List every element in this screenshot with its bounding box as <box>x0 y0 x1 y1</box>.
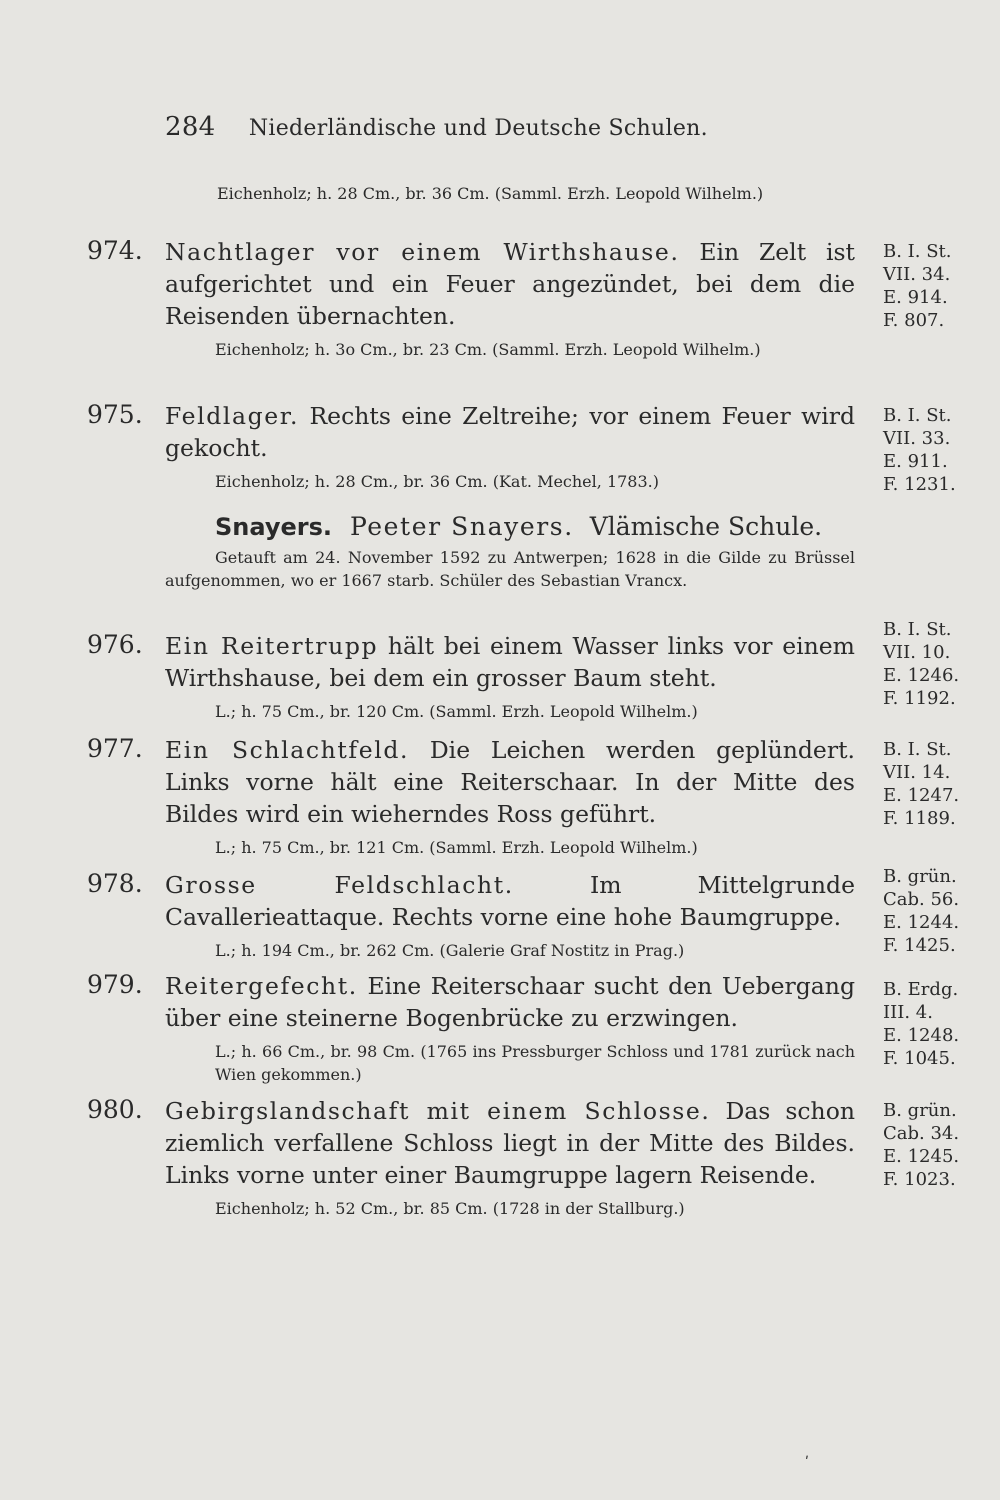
entry-text: Die Leichen werden geplündert. Links vorne hält eine Reiterschaar. In der Mitte des Bildes wird ein wieherndes Ross geführt. <box>165 736 855 828</box>
continuation-note: Eichenholz; h. 28 Cm., br. 36 Cm. (Samml. Erzh. Leopold Wilhelm.) <box>217 184 764 203</box>
entry-detail: L.; h. 75 Cm., br. 120 Cm. (Samml. Erzh. Leopold Wilhelm.) <box>215 702 698 721</box>
entry-refs <box>883 1099 1000 1191</box>
ref-e: E. 914. <box>883 287 948 308</box>
ref-e: E. 1245. <box>883 1146 960 1167</box>
ref-f: F. 1425. <box>883 935 956 956</box>
entry-description <box>165 734 855 830</box>
ref-room: III. 4. <box>883 1002 933 1023</box>
entry-title: Reitergefecht. <box>165 972 358 1000</box>
entry-refs <box>883 240 1000 332</box>
entry-detail: Eichenholz; h. 28 Cm., br. 36 Cm. (Kat. Mechel, 1783.) <box>215 472 659 491</box>
ref-room: VII. 14. <box>883 762 951 783</box>
entry-number: 974. <box>87 236 143 265</box>
catalog-entry-976 <box>87 619 960 723</box>
entry-refs <box>883 738 1000 830</box>
entry-refs <box>883 865 1000 957</box>
entry-detail: L.; h. 75 Cm., br. 121 Cm. (Samml. Erzh. Leopold Wilhelm.) <box>215 838 698 857</box>
ref-f: F. 1189. <box>883 808 956 829</box>
entry-text: Eine Reiterschaar sucht den Uebergang über eine steinerne Bogenbrücke zu erzwingen. <box>165 972 855 1032</box>
artist-name: Peeter Snayers. <box>349 512 574 541</box>
ref-location: B. I. St. <box>883 739 952 760</box>
entry-title: Grosse Feldschlacht. <box>165 871 514 899</box>
entry-title: Gebirgslandschaft mit einem Schlosse. <box>165 1097 711 1125</box>
ref-location: B. I. St. <box>883 619 952 640</box>
ref-e: E. 1246. <box>883 665 960 686</box>
entry-description <box>165 970 855 1034</box>
artist-school: Vlämische Schule. <box>589 512 823 541</box>
ref-room: VII. 10. <box>883 642 951 663</box>
ref-room: Cab. 56. <box>883 889 960 910</box>
entry-number: 976. <box>87 630 143 659</box>
catalog-entry-978 <box>87 866 960 962</box>
entry-number: 975. <box>87 400 143 429</box>
page-title: Niederländische und Deutsche Schulen. <box>248 116 708 141</box>
entry-text: Das schon ziemlich verfallene Schloss liegt in der Mitte des Bildes. Links vorne unter einer Baumgruppe lagern Reisende. <box>165 1097 855 1189</box>
entry-title: Ein Reitertrupp <box>165 632 379 660</box>
entry-text: hält bei einem Wasser links vor einem Wirthshause, bei dem ein grosser Baum steht. <box>165 632 855 692</box>
ref-e: E. 1244. <box>883 912 960 933</box>
artist-short: Snayers. <box>215 513 332 541</box>
entry-detail: Eichenholz; h. 52 Cm., br. 85 Cm. (1728 in der Stallburg.) <box>215 1199 685 1218</box>
ref-f: F. 1023. <box>883 1169 956 1190</box>
entry-text: Ein Zelt ist aufgerichtet und ein Feuer angezündet, bei dem die Reisenden übernachten. <box>165 238 855 330</box>
running-header <box>165 112 708 142</box>
page-number: 284 <box>165 112 216 142</box>
entry-number: 978. <box>87 869 143 898</box>
artist-bio: Getauft am 24. November 1592 zu Antwerpen; 1628 in die Gilde zu Brüssel aufgenommen, wo er 1667 starb. Schüler des Sebastian Vrancx. <box>165 548 855 590</box>
entry-title: Nachtlager vor einem Wirthshause. <box>165 238 680 266</box>
ref-e: E. 911. <box>883 451 948 472</box>
entry-refs <box>883 978 1000 1070</box>
ref-room: Cab. 34. <box>883 1123 960 1144</box>
stray-mark: ʹ <box>805 1455 809 1471</box>
ref-e: E. 1247. <box>883 785 960 806</box>
ref-location: B. grün. <box>883 1100 957 1121</box>
catalog-entry-975 <box>87 400 956 495</box>
ref-location: B. grün. <box>883 866 957 887</box>
ref-room: VII. 33. <box>883 428 951 449</box>
entry-refs <box>883 404 1000 496</box>
entry-description <box>165 869 855 933</box>
ref-f: F. 1192. <box>883 688 956 709</box>
entry-description <box>165 1095 855 1191</box>
entry-description <box>165 400 855 464</box>
entry-description <box>165 630 855 694</box>
entry-text: Rechts eine Zeltreihe; vor einem Feuer wird gekocht. <box>165 402 855 462</box>
artist-heading <box>215 512 822 541</box>
entry-detail: L.; h. 66 Cm., br. 98 Cm. (1765 ins Pressburger Schloss und 1781 zurück nach Wien gekommen.) <box>215 1042 855 1084</box>
entry-description <box>165 236 855 332</box>
ref-f: F. 1231. <box>883 474 956 495</box>
entry-number: 977. <box>87 734 143 763</box>
entry-title: Ein Schlachtfeld. <box>165 736 410 764</box>
ref-e: E. 1248. <box>883 1025 960 1046</box>
ref-location: B. I. St. <box>883 405 952 426</box>
ref-location: B. Erdg. <box>883 979 959 1000</box>
entry-detail: Eichenholz; h. 3o Cm., br. 23 Cm. (Samml. Erzh. Leopold Wilhelm.) <box>215 340 761 359</box>
catalog-entry-979 <box>87 970 960 1086</box>
entry-refs <box>883 618 1000 710</box>
ref-room: VII. 34. <box>883 264 951 285</box>
catalog-entry-980 <box>87 1095 960 1220</box>
entry-number: 980. <box>87 1095 143 1124</box>
ref-location: B. I. St. <box>883 241 952 262</box>
catalog-entry-974 <box>87 236 952 361</box>
entry-number: 979. <box>87 970 143 999</box>
entry-text: Im Mittelgrunde Cavallerieattaque. Rechts vorne eine hohe Baumgruppe. <box>165 871 855 931</box>
catalog-entry-977 <box>87 734 960 859</box>
entry-title: Feldlager. <box>165 402 300 430</box>
entry-detail: L.; h. 194 Cm., br. 262 Cm. (Galerie Graf Nostitz in Prag.) <box>215 941 685 960</box>
ref-f: F. 807. <box>883 310 945 331</box>
ref-f: F. 1045. <box>883 1048 956 1069</box>
